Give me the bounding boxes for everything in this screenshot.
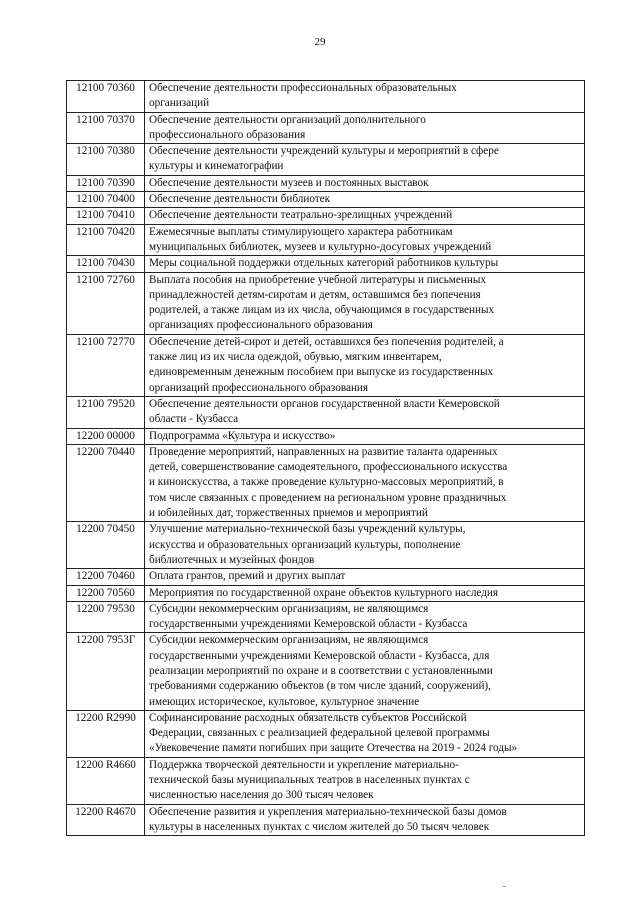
table-row — [67, 144, 585, 176]
table-row — [67, 192, 585, 208]
description-cell: Обеспечение развития и укрепления материально-технической базы домов культуры в населенных пунктах с числом жителей до 50 тысяч человек — [145, 804, 585, 836]
budget-code-cell: 12100 70420 — [67, 224, 145, 256]
table-row — [67, 256, 585, 272]
description-cell: Обеспечение деятельности театрально-зрелищных учреждений — [145, 208, 585, 224]
description-cell: Субсидии некоммерческим организациям, не являющимся государственными учреждениями Кемеровской области - Кузбасса, для реализации мероприятий по охране и в соответствии с установленными требованиями содержанию объектов (в том числе зданий, сооружений), имеющих историческое, культовое, культурное значение — [145, 633, 585, 710]
table-row — [67, 757, 585, 804]
scan-speck — [503, 886, 506, 887]
table-row — [67, 585, 585, 601]
description-cell: Субсидии некоммерческим организациям, не являющимся государственными учреждениями Кемеровской области - Кузбасса — [145, 601, 585, 633]
budget-code-cell: 12200 R2990 — [67, 710, 145, 757]
budget-code-cell: 12100 70400 — [67, 192, 145, 208]
table-row — [67, 601, 585, 633]
table-row — [67, 444, 585, 521]
budget-code-cell: 12200 70450 — [67, 522, 145, 569]
description-cell: Ежемесячные выплаты стимулирующего характера работникам муниципальных библиотек, музеев и культурно-досуговых учреждений — [145, 224, 585, 256]
budget-code-cell: 12200 R4660 — [67, 757, 145, 804]
description-cell: Выплата пособия на приобретение учебной литературы и письменных принадлежностей детям-сиротам и детям, оставшимся без попечения родителей, а также лицам из их числа, обучающимся в государственных организациях профессионального образования — [145, 272, 585, 334]
description-cell: Меры социальной поддержки отдельных категорий работников культуры — [145, 256, 585, 272]
budget-code-cell: 12100 70380 — [67, 144, 145, 176]
budget-code-cell: 12100 70360 — [67, 81, 145, 113]
table-row — [67, 81, 585, 113]
table-row — [67, 334, 585, 396]
table-row — [67, 175, 585, 191]
budget-code-table — [66, 80, 585, 836]
table-row — [67, 522, 585, 569]
description-cell: Обеспечение деятельности органов государственной власти Кемеровской области - Кузбасса — [145, 396, 585, 428]
table-row — [67, 569, 585, 585]
table-row — [67, 224, 585, 256]
description-cell: Проведение мероприятий, направленных на развитие таланта одаренных детей, совершенствование самодеятельного, профессионального искусства и киноискусства, а также проведение культурно-массовых мероприятий, в том числе связанных с проведением на региональном уровне праздничных и юбилейных дат, торжественных приемов и мероприятий — [145, 444, 585, 521]
table-row — [67, 804, 585, 836]
description-cell: Софинансирование расходных обязательств субъектов Российской Федерации, связанных с реализацией федеральной целевой программы «Увековечение памяти погибших при защите Отечества на 2019 - 2024 годы» — [145, 710, 585, 757]
description-cell: Мероприятия по государственной охране объектов культурного наследия — [145, 585, 585, 601]
budget-code-cell: 12100 70390 — [67, 175, 145, 191]
table-row — [67, 272, 585, 334]
budget-code-cell: 12100 72770 — [67, 334, 145, 396]
table-row — [67, 396, 585, 428]
budget-code-cell: 12100 72760 — [67, 272, 145, 334]
budget-code-cell: 12200 70440 — [67, 444, 145, 521]
page-number: 29 — [314, 36, 326, 48]
budget-code-cell: 12100 70370 — [67, 112, 145, 144]
budget-code-cell: 12200 70560 — [67, 585, 145, 601]
description-cell: Поддержка творческой деятельности и укрепление материально- технической базы муниципальных театров в населенных пунктах с численностью населения до 300 тысяч человек — [145, 757, 585, 804]
description-cell: Обеспечение деятельности организаций дополнительного профессионального образования — [145, 112, 585, 144]
description-cell: Обеспечение деятельности профессиональных образовательных организаций — [145, 81, 585, 113]
budget-code-cell: 12200 70460 — [67, 569, 145, 585]
description-cell: Обеспечение деятельности библиотек — [145, 192, 585, 208]
budget-code-cell: 12200 79530 — [67, 601, 145, 633]
description-cell: Оплата грантов, премий и других выплат — [145, 569, 585, 585]
table-row — [67, 208, 585, 224]
budget-code-cell: 12200 00000 — [67, 428, 145, 444]
budget-code-cell: 12100 79520 — [67, 396, 145, 428]
budget-code-cell: 12200 7953Г — [67, 633, 145, 710]
description-cell: Обеспечение детей-сирот и детей, оставшихся без попечения родителей, а также лиц из их числа одеждой, обувью, мягким инвентарем, единовременным денежным пособием при выпуске из государственных организаций профессионального образования — [145, 334, 585, 396]
description-cell: Обеспечение деятельности музеев и постоянных выставок — [145, 175, 585, 191]
table-row — [67, 112, 585, 144]
budget-code-cell: 12100 70430 — [67, 256, 145, 272]
table-body — [67, 81, 585, 836]
budget-code-cell: 12200 R4670 — [67, 804, 145, 836]
description-cell: Подпрограмма «Культура и искусство» — [145, 428, 585, 444]
budget-code-cell: 12100 70410 — [67, 208, 145, 224]
table-row — [67, 428, 585, 444]
description-cell: Обеспечение деятельности учреждений культуры и мероприятий в сфере культуры и кинематографии — [145, 144, 585, 176]
description-cell: Улучшение материально-технической базы учреждений культуры, искусства и образовательных организаций культуры, пополнение библиотечных и музейных фондов — [145, 522, 585, 569]
table-row — [67, 633, 585, 710]
table-row — [67, 710, 585, 757]
